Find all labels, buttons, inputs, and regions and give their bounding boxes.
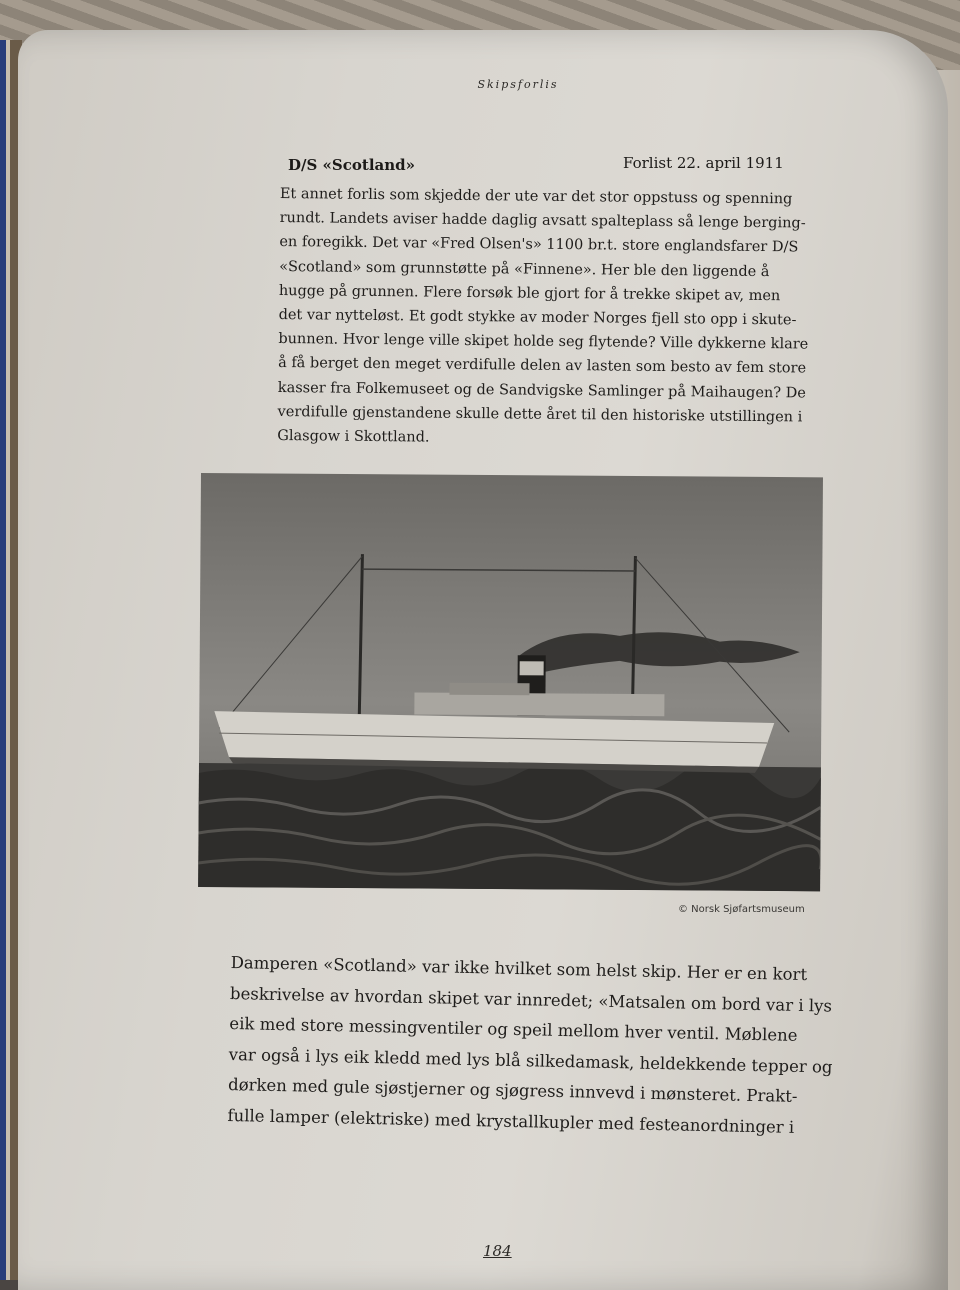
steamship-photo — [198, 473, 823, 891]
paragraph-1 — [277, 182, 809, 453]
text-line: dørken med gule sjøstjerner og sjøgress innvevd i mønsteret. Prakt- — [227, 1074, 798, 1106]
text-line: Damperen «Scotland» var ikke hvilket som helst skip. Her er en kort — [230, 952, 808, 985]
text-line: var også i lys eik kledd med lys blå silkedamask, heldekkende tepper og — [228, 1044, 833, 1077]
book-page — [18, 30, 948, 1290]
ship-illustration — [198, 473, 823, 891]
text-line: hugge på grunnen. Flere forsøk ble gjort for å trekke skipet av, men — [278, 282, 781, 305]
text-line: Et annet forlis som skjedde der ute var det stor oppstuss og spenning — [279, 185, 793, 208]
text-line: Glasgow i Skottland. — [277, 428, 430, 446]
wreck-date: Forlist 22. april 1911 — [623, 154, 784, 172]
text-line: å få berget den meget verdifulle delen av lasten som besto av fem store — [278, 355, 807, 377]
text-line: «Scotland» som grunnstøtte på «Finnene». Her ble den liggende å — [279, 258, 770, 280]
page-number: 184 — [483, 1242, 512, 1260]
text-line: eik med store messingventiler og speil mellom hver ventil. Møblene — [229, 1013, 798, 1045]
text-line: fulle lamper (elektriske) med krystallkupler med festeanordninger i — [227, 1105, 795, 1137]
text-line: beskrivelse av hvordan skipet var innredet; «Matsalen om bord var i lys — [229, 983, 833, 1016]
text-line: en foregikk. Det var «Fred Olsen's» 1100 br.t. store englandsfarer D/S — [279, 234, 799, 256]
text-line: rundt. Landets aviser hadde daglig avsatt spalteplass så lenge berging- — [279, 210, 806, 232]
text-line: kasser fra Folkemuseet og de Sandvigske Samlinger på Maihaugen? De — [277, 379, 806, 402]
running-head: Skipsforlis — [477, 78, 559, 91]
text-line: verdifulle gjenstandene skulle dette året til den historiske utstillingen i — [277, 403, 803, 426]
photo-credit: © Norsk Sjøfartsmuseum — [678, 904, 805, 915]
paragraph-2 — [227, 948, 833, 1143]
text-line: bunnen. Hvor lenge ville skipet holde seg flytende? Ville dykkerne klare — [278, 331, 809, 353]
text-line: det var nytteløst. Et godt stykke av moder Norges fjell sto opp i skute- — [278, 307, 797, 329]
article-title: D/S «Scotland» — [288, 156, 416, 174]
